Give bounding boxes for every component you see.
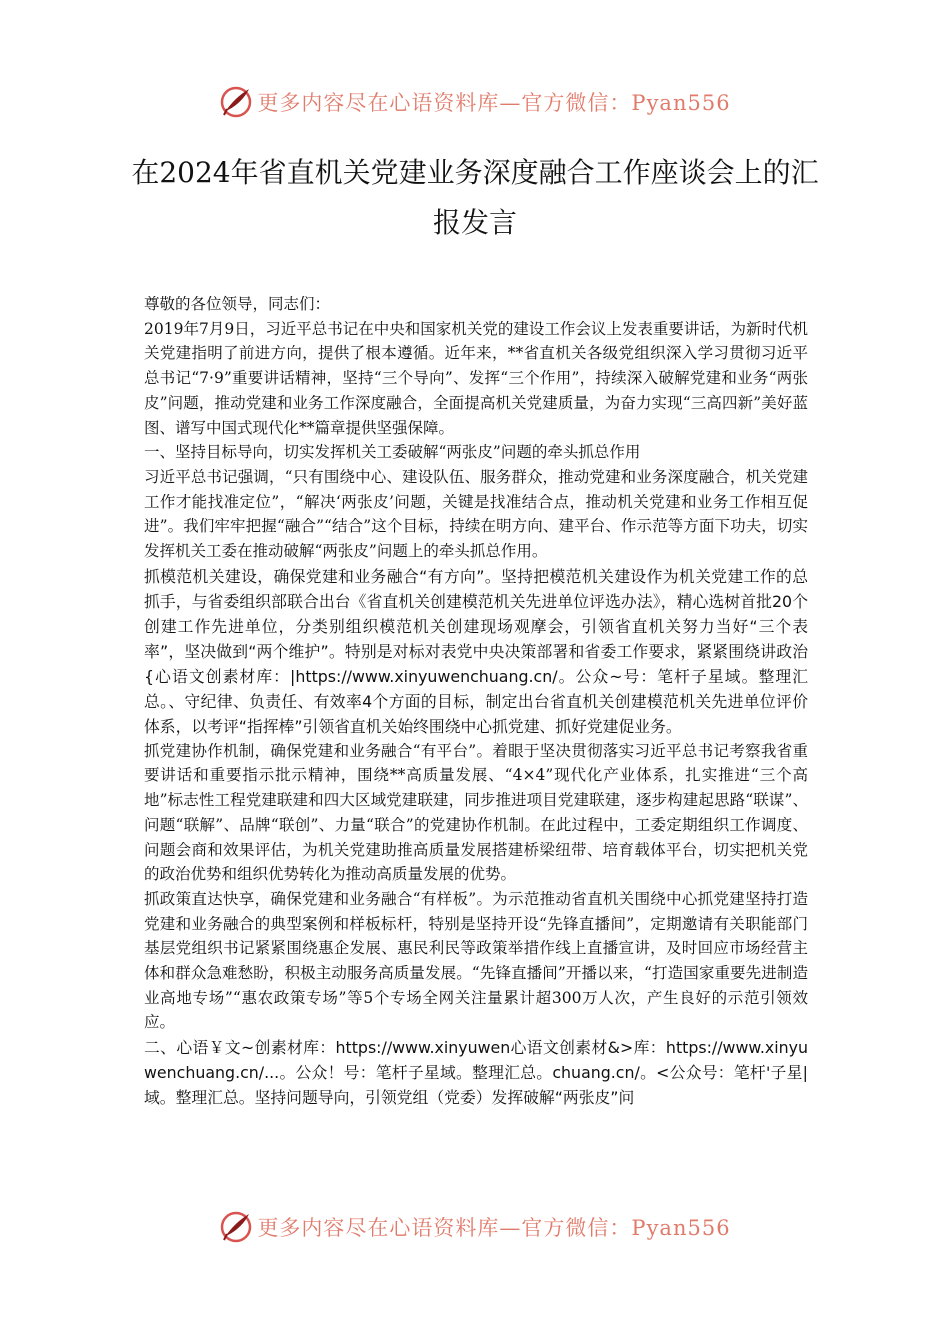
document-title: 在2024年省直机关党建业务深度融合工作座谈会上的汇报发言 bbox=[131, 156, 819, 239]
paragraph: 抓模范机关建设，确保党建和业务融合“有方向”。坚持把模范机关建设作为机关党建工作的总抓手，与省委组织部联合出台《省直机关创建模范机关先进单位评选办法》，精心选树首批20个创建工作先进单位，分类别组织模范机关创建现场观摩会，引领省直机关努力当好“三个表率”，坚决做到“两个维护”。特别是对标对表党中央决策部署和省委工作要求，紧紧围绕讲政治{心语文创素材库：|https://www.xinyuwenchuang.cn/。公众~号：笔杆子星域。整理汇总。、守纪律、负责任、有效率4个方面的目标，制定出台省直机关创建模范机关先进单位评价体系，以考评“指挥棒”引领省直机关始终围绕中心抓党建、抓好党建促业务。 bbox=[144, 566, 808, 736]
header-banner bbox=[0, 82, 950, 122]
paragraph: 习近平总书记强调，“只有围绕中心、建设队伍、服务群众，推动党建和业务深度融合，机关党建工作才能找准定位”，“解决‘两张皮’问题，关键是找准结合点，推动机关党建和业务工作相互促进”。我们牢牢把握“融合”“结合”这个目标，持续在明方向、建平台、作示范等方面下功夫，切实发挥机关工委在推动破解“两张皮”问题上的牵头抓总作用。 bbox=[144, 467, 808, 561]
quill-logo-icon bbox=[219, 1210, 253, 1244]
paragraph: 2019年7月9日，习近平总书记在中央和国家机关党的建设工作会议上发表重要讲话，为新时代机关党建指明了前进方向，提供了根本遵循。近年来，**省直机关各级党组织深入学习贯彻习近平总书记“7·9”重要讲话精神，坚持“三个导向”、发挥“三个作用”，持续深入破解党建和业务“两张皮”问题，推动党建和业务工作深度融合，全面提高机关党建质量，为奋力实现“三高四新”美好蓝图、谱写中国式现代化**篇章提供坚强保障。 bbox=[144, 319, 808, 437]
banner-text: 更多内容尽在心语资料库—官方微信：Pyan556 bbox=[257, 91, 731, 115]
salutation: 尊敬的各位领导，同志们： bbox=[144, 295, 331, 313]
quill-logo-icon bbox=[219, 85, 253, 119]
section-heading: 二、心语￥文~创素材库：https://www.xinyuwen心语文创素材&>库：https://www.xinyuwenchuang.cn/...。公众！号：笔杆子星域。整理汇总。chuang.cn/。<公众号：笔杆'子星|域。整理汇总。坚持问题导向，引领党组（党委）发挥破解“两张皮”问 bbox=[144, 1038, 808, 1108]
document-body bbox=[144, 292, 808, 1110]
section-heading: 一、坚持目标导向，切实发挥机关工委破解“两张皮”问题的牵头抓总作用 bbox=[144, 443, 641, 462]
paragraph: 抓政策直达快享，确保党建和业务融合“有样板”。为示范推动省直机关围绕中心抓党建坚持打造党建和业务融合的典型案例和样板标杆，特别是坚持开设“先锋直播间”，定期邀请有关职能部门基层党组织书记紧紧围绕惠企发展、惠民利民等政策举措作线上直播宣讲，及时回应市场经营主体和群众急难愁盼，积极主动服务高质量发展。“先锋直播间”开播以来，“打造国家重要先进制造业高地专场”“惠农政策专场”等5个专场全网关注量累计超300万人次，产生良好的示范引领效应。 bbox=[144, 889, 808, 1032]
footer-banner bbox=[0, 1207, 950, 1247]
banner-text: 更多内容尽在心语资料库—官方微信：Pyan556 bbox=[257, 1216, 731, 1240]
paragraph: 抓党建协作机制，确保党建和业务融合“有平台”。着眼于坚决贯彻落实习近平总书记考察我省重要讲话和重要指示批示精神，围绕**高质量发展、“4×4”现代化产业体系，扎实推进“三个高地”标志性工程党建联建和四大区域党建联建，同步推进项目党建联建，逐步构建起思路“联谋”、问题“联解”、品牌“联创”、力量“联合”的党建协作机制。在此过程中，工委定期组织工作调度、问题会商和效果评估，为机关党建助推高质量发展搭建桥梁纽带、培育载体平台，切实把机关党的政治优势和组织优势转化为推动高质量发展的优势。 bbox=[144, 741, 808, 884]
